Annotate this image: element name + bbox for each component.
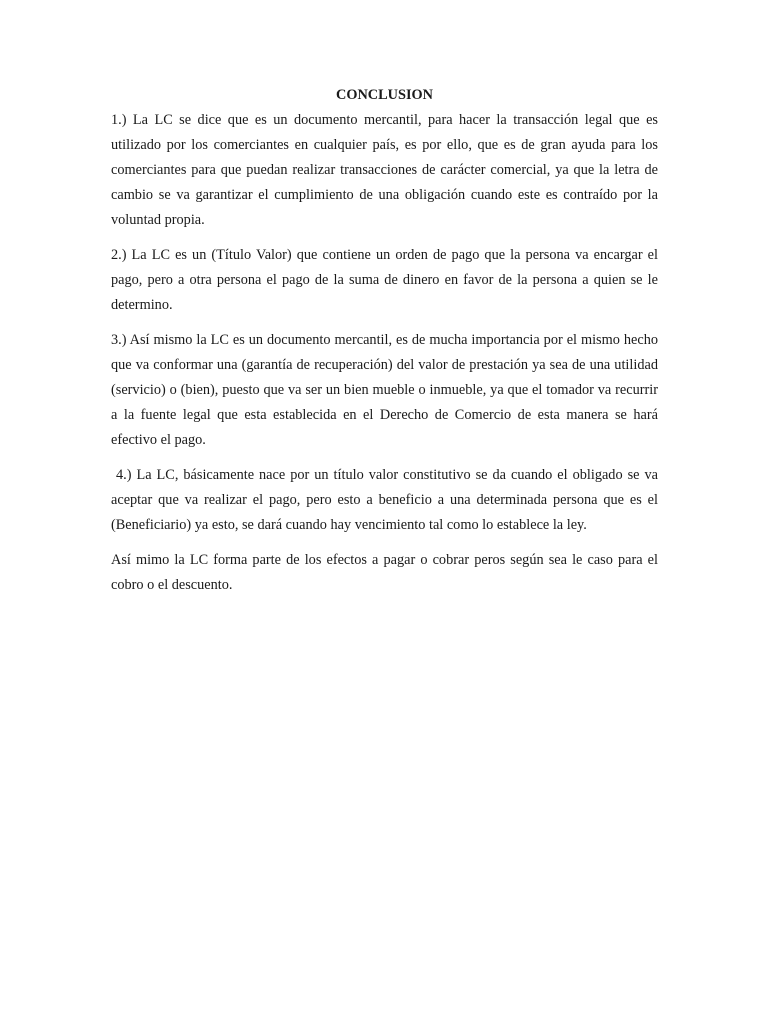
document-body (111, 85, 662, 608)
paragraph-5: Así mimo la LC forma parte de los efectos a pagar o cobrar peros según sea le caso para el cobro o el descuento. (111, 552, 658, 593)
paragraph-1: 1.) La LC se dice que es un documento mercantil, para hacer la transacción legal que es utilizado por los comerciantes en cualquier país, es por ello, que es de gran ayuda para los comerciantes para que puedan realizar transacciones de carácter comercial, ya que la letra de cambio se va garantizar el cumplimiento de una obligación cuando este es contraído por la voluntad propia. (111, 112, 658, 228)
paragraph-3: 3.) Así mismo la LC es un documento mercantil, es de mucha importancia por el mismo hecho que va conformar una (garantía de recuperación) del valor de prestación ya sea de una utilidad (servicio) o (bien), puesto que va ser un bien mueble o inmueble, ya que el tomador va recurrir a la fuente legal que esta establecida en el Derecho de Comercio de esta manera se hará efectivo el pago. (111, 332, 658, 448)
page-title: CONCLUSION (336, 87, 433, 103)
paragraph-4: 4.) La LC, básicamente nace por un título valor constitutivo se da cuando el obligado se va aceptar que va realizar el pago, pero esto a beneficio a una determinada persona que es el (Beneficiario) ya esto, se dará cuando hay vencimiento tal como lo establece la ley. (111, 467, 662, 533)
paragraph-2: 2.) La LC es un (Título Valor) que contiene un orden de pago que la persona va encargar el pago, pero a otra persona el pago de la suma de dinero en favor de la persona a quien se le determino. (111, 247, 658, 313)
